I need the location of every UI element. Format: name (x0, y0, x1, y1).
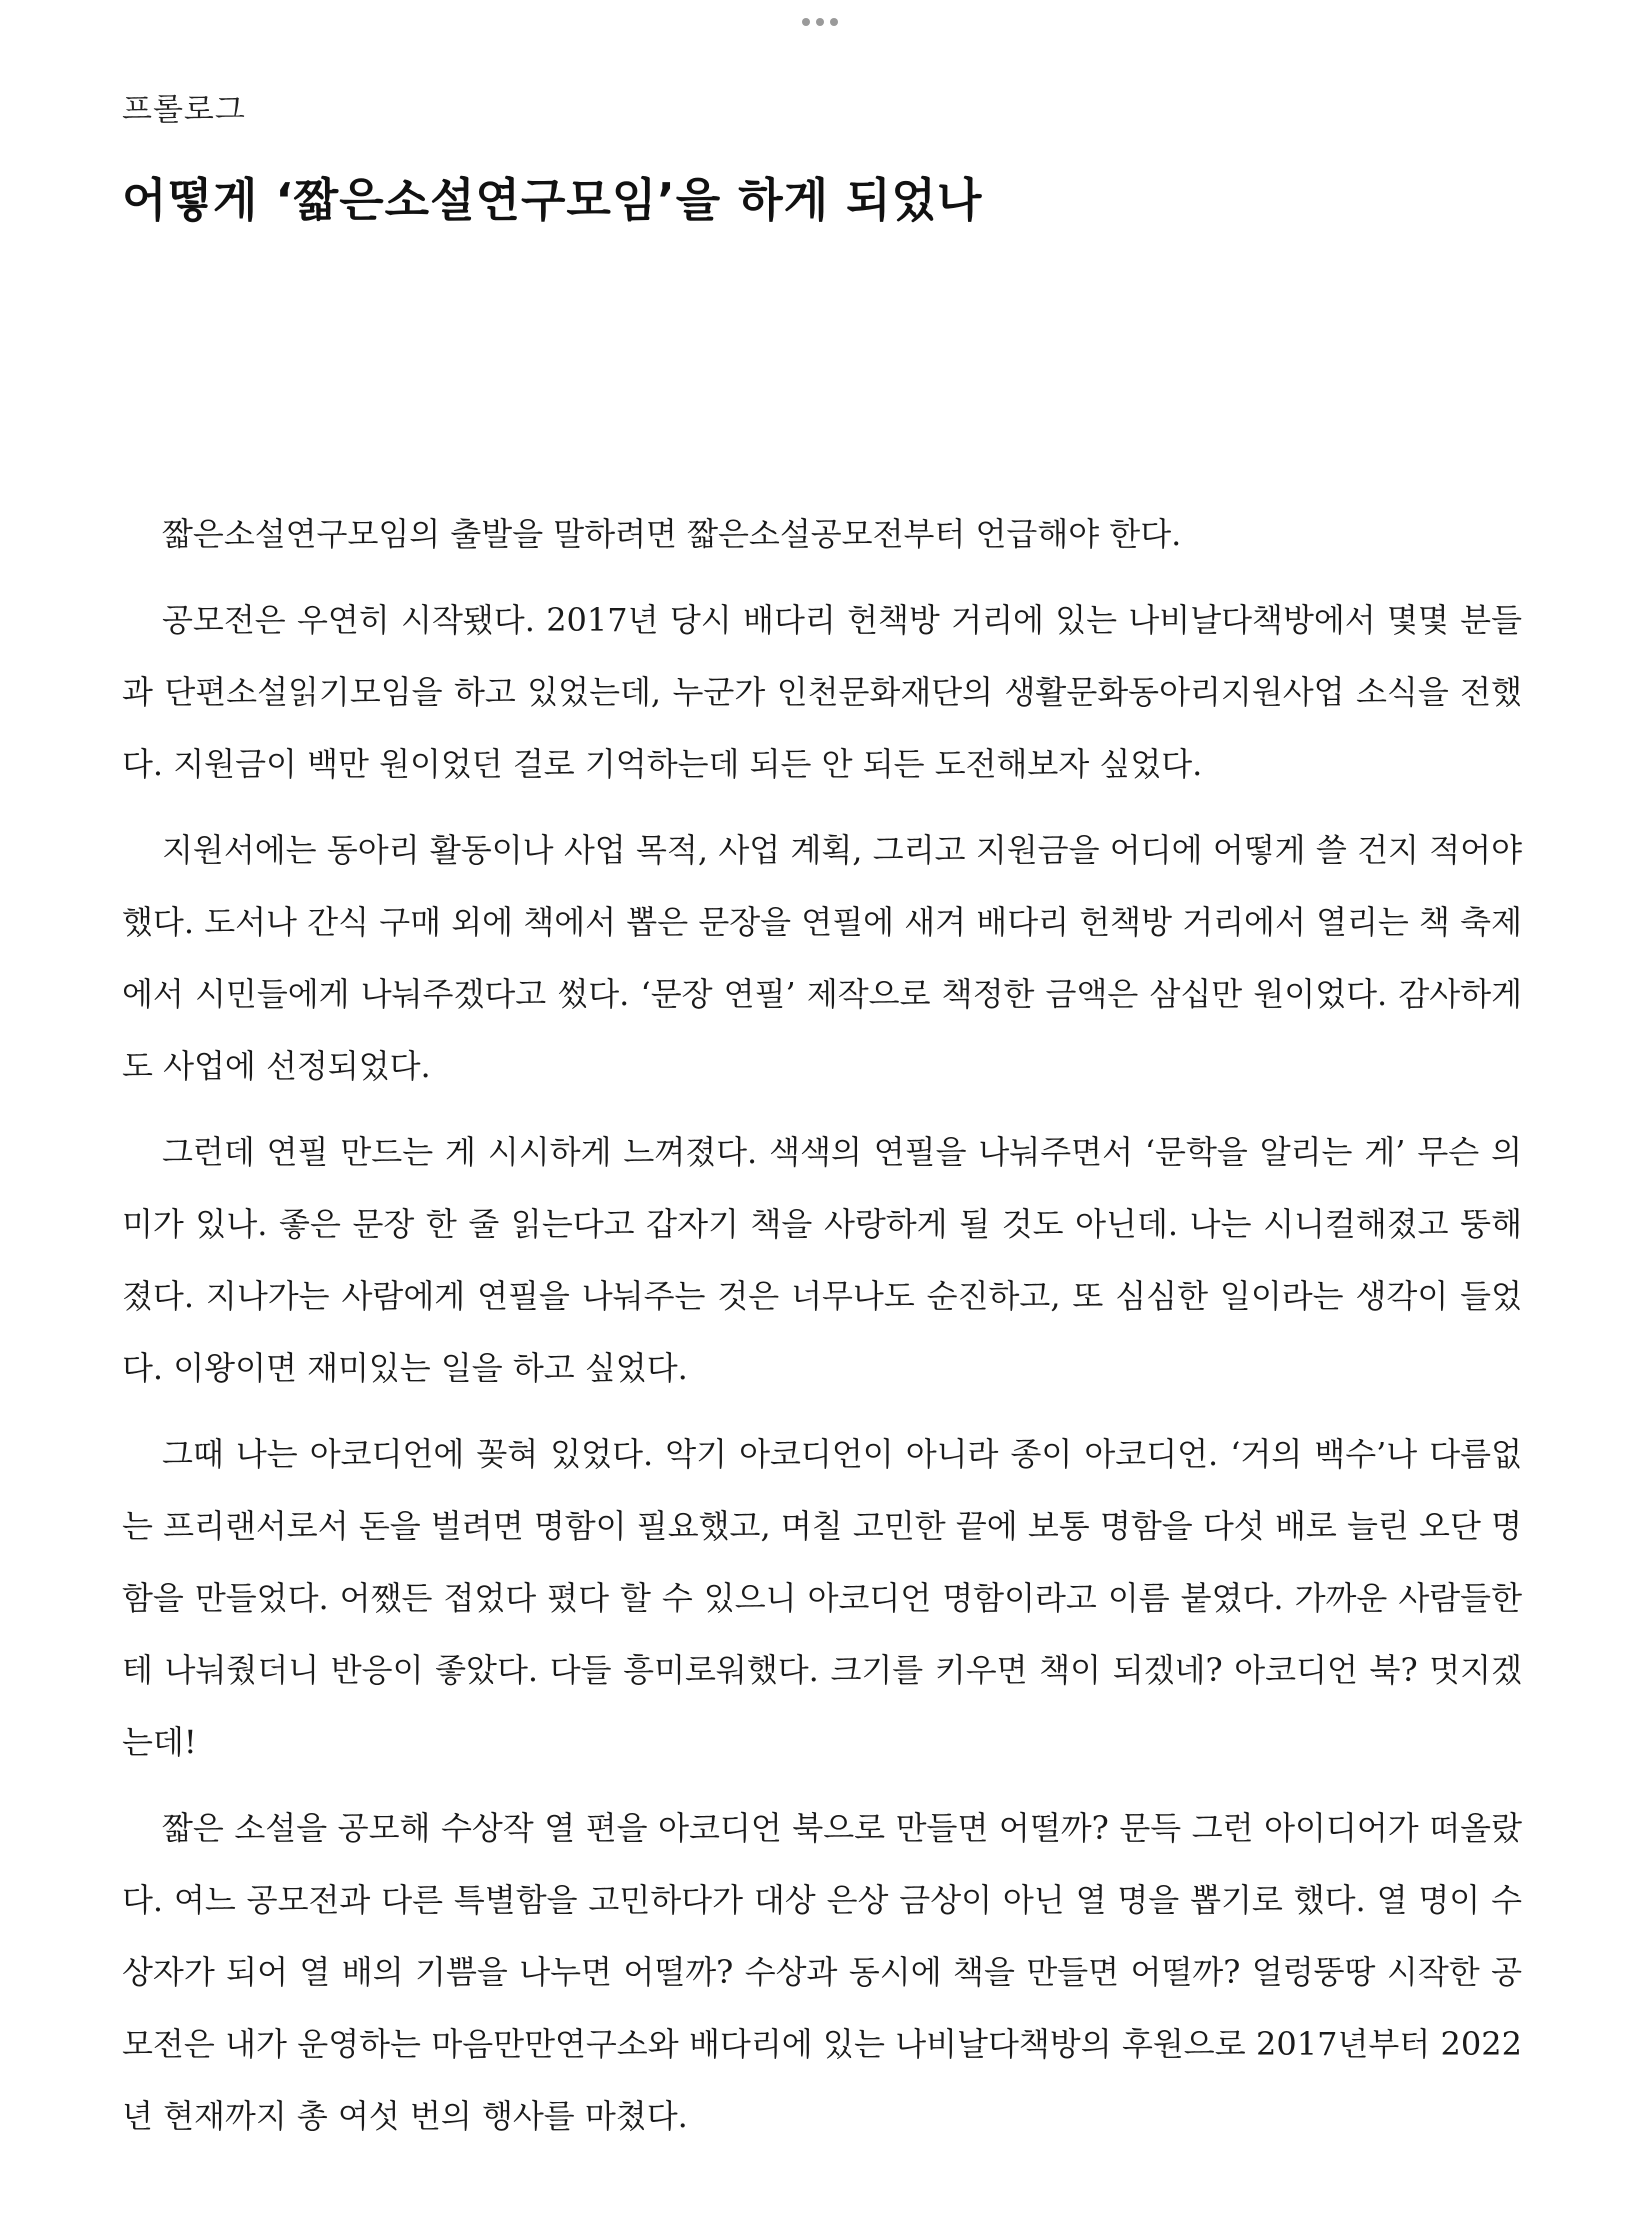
chapter-label: 프롤로그 (122, 92, 246, 128)
paragraph: 그때 나는 아코디언에 꽂혀 있었다. 악기 아코디언이 아니라 종이 아코디언. ‘거의 백수’나 다름없는 프리랜서로서 돈을 벌려면 명함이 필요했고, 며칠 고민한 끝에 보통 명함을 다섯 배로 늘린 오단 명함을 만들었다. 어쨌든 접었다 폈다 할 수 있으니 아코디언 명함이라고 이름 붙였다. 가까운 사람들한테 나눠줬더니 반응이 좋았다. 다들 흥미로워했다. 크기를 키우면 책이 되겠네? 아코디언 북? 멋지겠는데! (122, 1435, 1522, 1761)
chapter-title: 어떻게 ‘짧은소설연구모임’을 하게 되었나 (122, 173, 983, 227)
dot-icon (830, 18, 838, 26)
paragraph: 공모전은 우연히 시작됐다. 2017년 당시 배다리 헌책방 거리에 있는 나비날다책방에서 몇몇 분들과 단편소설읽기모임을 하고 있었는데, 누군가 인천문화재단의 생활문화동아리지원사업 소식을 전했다. 지원금이 백만 원이었던 걸로 기억하는데 되든 안 되든 도전해보자 싶었다. (122, 601, 1522, 783)
body-text (122, 498, 1522, 2166)
dot-icon (802, 18, 810, 26)
paragraph: 그런데 연필 만드는 게 시시하게 느껴졌다. 색색의 연필을 나눠주면서 ‘문학을 알리는 게’ 무슨 의미가 있나. 좋은 문장 한 줄 읽는다고 갑자기 책을 사랑하게 될 것도 아닌데. 나는 시니컬해졌고 뚱해졌다. 지나가는 사람에게 연필을 나눠주는 것은 너무나도 순진하고, 또 심심한 일이라는 생각이 들었다. 이왕이면 재미있는 일을 하고 싶었다. (122, 1133, 1522, 1387)
dot-icon (816, 18, 824, 26)
paragraph: 지원서에는 동아리 활동이나 사업 목적, 사업 계획, 그리고 지원금을 어디에 어떻게 쓸 건지 적어야 했다. 도서나 간식 구매 외에 책에서 뽑은 문장을 연필에 새겨 배다리 헌책방 거리에서 열리는 책 축제에서 시민들에게 나눠주겠다고 썼다. ‘문장 연필’ 제작으로 책정한 금액은 삼십만 원이었다. 감사하게도 사업에 선정되었다. (122, 831, 1522, 1085)
paragraph: 짧은소설연구모임의 출발을 말하려면 짧은소설공모전부터 언급해야 한다. (162, 515, 1182, 553)
more-options-handle[interactable] (796, 14, 844, 30)
paragraph: 짧은 소설을 공모해 수상작 열 편을 아코디언 북으로 만들면 어떨까? 문득 그런 아이디어가 떠올랐다. 여느 공모전과 다른 특별함을 고민하다가 대상 은상 금상이 아닌 열 명을 뽑기로 했다. 열 명이 수상자가 되어 열 배의 기쁨을 나누면 어떨까? 수상과 동시에 책을 만들면 어떨까? 얼렁뚱땅 시작한 공모전은 내가 운영하는 마음만만연구소와 배다리에 있는 나비날다책방의 후원으로 2017년부터 2022년 현재까지 총 여섯 번의 행사를 마쳤다. (122, 1809, 1522, 2135)
